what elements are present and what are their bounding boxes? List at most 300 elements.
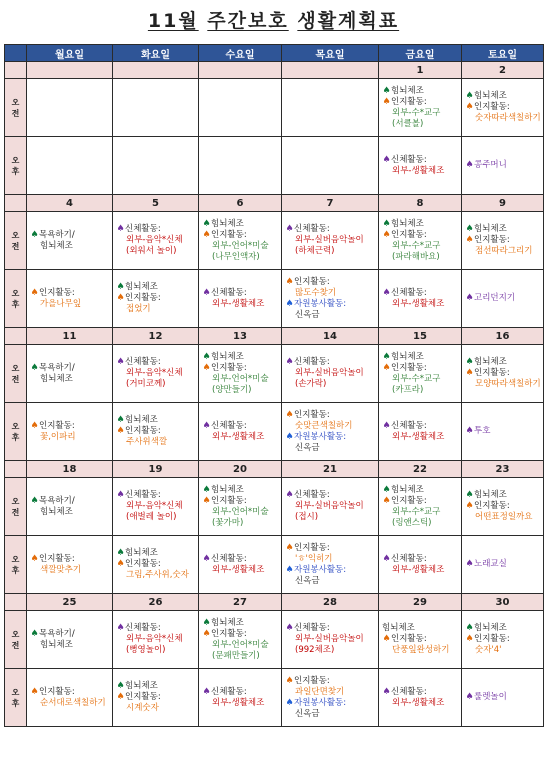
activity-cell [199,212,282,270]
activity-cell [462,270,544,328]
activity-line [202,230,278,241]
activity-text: 힘뇌체조 [211,351,244,362]
activity-text: 인지활동: [39,420,75,431]
activity-line [465,512,540,523]
spade-icon: ♠ [202,617,211,628]
activity-cell [379,403,462,461]
activity-text: 외부-음악*신체 [126,634,183,644]
activity-line [116,490,195,501]
activity-line [465,426,540,437]
activity-line [116,293,195,304]
spade-icon: ♠ [382,218,391,229]
date-row-corner [5,195,27,212]
activity-text: 신옥금 [295,309,320,320]
activity-line [285,432,375,443]
date-cell [113,62,199,79]
activity-text: 투호 [474,426,491,436]
activity-cell [379,137,462,195]
activity-line [116,304,195,315]
activity-text: 인지활동: [125,293,161,303]
page-title [0,6,547,36]
activity-line [30,507,109,518]
afternoon-label [5,137,27,195]
activity-text: 힘뇌체조 [40,639,73,650]
activity-line [382,518,458,529]
activity-text: (문패만들기) [212,650,260,661]
activity-text: 순서대로색칠하기 [40,697,106,708]
activity-text: 목욕하기/ [39,628,75,639]
activity-line [465,160,540,171]
activity-line [30,288,109,299]
date-cell: 4 [27,195,113,212]
activity-line [285,565,375,576]
period-label-char: 오 [11,629,20,639]
date-cell: 27 [199,594,282,611]
activity-cell [462,478,544,536]
activity-cell [462,345,544,403]
activity-line [202,565,278,576]
activity-cell [379,478,462,536]
activity-line [285,698,375,709]
activity-line [202,698,278,709]
activity-line [285,379,375,390]
activity-cell [199,345,282,403]
date-cell: 23 [462,461,544,478]
activity-line [285,421,375,432]
activity-line [285,357,375,368]
date-row-corner [5,594,27,611]
activity-line [202,385,278,396]
activity-line [382,119,458,130]
date-cell [27,62,113,79]
activity-line [465,692,540,703]
activity-cell [113,536,199,594]
spade-icon: ♠ [30,362,39,373]
purple-spade-icon: ♠ [465,426,474,436]
activity-text: 신체활동: [294,224,330,234]
activity-line [202,507,278,518]
activity-text: 'ㅎ'익히기 [295,553,333,564]
activity-text: 신체활동: [211,686,247,697]
activity-line [465,293,540,304]
activity-cell [199,611,282,669]
spade-icon: ♠ [116,282,125,292]
activity-line [465,235,540,246]
activity-line [202,640,278,651]
activity-text: 힘뇌체조 [40,373,73,384]
purple-spade-icon: ♠ [465,559,474,569]
activity-cell [113,79,199,137]
activity-cell [462,669,544,727]
activity-line [382,374,458,385]
date-cell: 8 [379,195,462,212]
spade-icon: ♠ [382,85,391,96]
activity-text: 신체활동: [294,357,330,367]
activity-cell [282,669,379,727]
activity-text: 점선따라그리기 [475,246,533,256]
activity-text: 외부-수*교구 [392,506,441,517]
activity-text: 신옥금 [295,575,320,586]
activity-text: 힘뇌체조 [391,218,424,229]
date-row-corner [5,461,27,478]
activity-text: 모양따라색칠하기 [475,379,541,389]
activity-text: (외워서 놀이) [126,246,177,256]
activity-text: 주사위색깔 [126,437,168,447]
activity-line [116,282,195,293]
activity-line [382,166,458,177]
activity-line [30,421,109,432]
activity-text: (애벌레 놀이) [126,512,177,522]
activity-line [465,102,540,113]
activity-cell [282,403,379,461]
activity-cell [199,478,282,536]
flame-icon: ♠ [202,362,211,373]
spade-icon: ♠ [30,495,39,506]
activity-text: 꽃,이파리 [40,431,76,442]
activity-text: 인지활동: [474,501,510,511]
blue-drop-icon: ♠ [285,298,294,309]
purple-spade-icon: ♠ [202,553,211,564]
activity-text: 힘뇌체조 [211,484,244,495]
morning-row [5,611,544,669]
activity-line [30,698,109,709]
weekday-header-sat: 토요일 [462,45,544,62]
activity-cell [27,345,113,403]
activity-text: 인지활동: [294,675,330,686]
activity-line [382,108,458,119]
activity-line [30,230,109,241]
activity-line [285,676,375,687]
activity-line [202,687,278,698]
activity-text: 숫자'4' [475,645,502,655]
flame-icon: ♠ [285,675,294,686]
activity-cell [462,611,544,669]
activity-line [285,299,375,310]
activity-text: 신체활동: [211,553,247,564]
activity-cell [113,478,199,536]
activity-text: 그림,주사위,숫자 [126,570,189,580]
period-label-char: 전 [11,108,20,118]
activity-text: 인지활동: [294,276,330,287]
spade-icon: ♠ [202,218,211,229]
activity-line [116,548,195,559]
activity-line [465,490,540,501]
weekday-header-tue: 화요일 [113,45,199,62]
activity-text: 인지활동: [39,686,75,697]
activity-cell [379,536,462,594]
activity-line [382,645,458,656]
activity-line [382,432,458,443]
date-cell: 22 [379,461,462,478]
activity-line [465,113,540,124]
activity-line [116,570,195,581]
activity-text: 인지활동: [474,102,510,112]
activity-cell [113,137,199,195]
weekday-header-thu: 목요일 [282,45,379,62]
purple-spade-icon: ♠ [465,293,474,303]
activity-text: 인지활동: [474,368,510,378]
activity-line [382,421,458,432]
flame-icon: ♠ [30,553,39,564]
blue-drop-icon: ♠ [285,697,294,708]
purple-spade-icon: ♠ [285,490,294,500]
activity-text: 힘뇌체조 [125,681,158,691]
flame-icon: ♠ [116,293,125,303]
activity-text: 외부-음악*신체 [126,368,183,378]
activity-text: (링앤스틱) [392,517,432,528]
activity-cell [27,611,113,669]
activity-text: 과일단면찾기 [295,686,345,697]
date-cell: 5 [113,195,199,212]
purple-spade-icon: ♠ [116,357,125,367]
activity-cell [282,212,379,270]
flame-icon: ♠ [465,368,474,378]
activity-line [116,623,195,634]
date-cell: 12 [113,328,199,345]
activity-text: 신체활동: [391,154,427,165]
activity-text: 인지활동: [294,542,330,553]
header-corner [5,45,27,62]
activity-line [30,299,109,310]
activity-line [202,485,278,496]
activity-line [285,277,375,288]
purple-spade-icon: ♠ [285,623,294,633]
activity-line [30,496,109,507]
activity-line [116,415,195,426]
activity-cell [199,669,282,727]
spade-icon: ♠ [382,351,391,362]
purple-spade-icon: ♠ [202,686,211,697]
period-label-char: 전 [11,241,20,251]
activity-text: 인지활동: [39,287,75,298]
activity-text: 인지활동: [125,692,161,702]
weekday-header-wed: 수요일 [199,45,282,62]
activity-text: 자원봉사활동: [294,697,347,708]
morning-label [5,611,27,669]
activity-line [30,640,109,651]
flame-icon: ♠ [202,628,211,639]
activity-line [202,374,278,385]
activity-line [382,155,458,166]
purple-spade-icon: ♠ [116,623,125,633]
weekly-schedule-table [4,44,544,727]
activity-line [382,698,458,709]
date-cell: 11 [27,328,113,345]
title-month: 11월 [147,10,199,32]
activity-line [116,357,195,368]
activity-line [202,618,278,629]
activity-text: 외부-생활체조 [212,431,265,442]
activity-text: 신체활동: [294,490,330,500]
activity-line [465,623,540,634]
activity-text: (거미코께) [126,379,166,389]
date-cell: 16 [462,328,544,345]
activity-text: 외부-수*교구 [392,373,441,384]
date-row [5,461,544,478]
activity-text: 외부-생활체조 [392,431,445,442]
activity-text: 고리던지기 [474,293,516,303]
activity-text: 신체활동: [391,553,427,564]
activity-line [285,235,375,246]
activity-line [116,501,195,512]
blue-drop-icon: ♠ [285,564,294,575]
activity-text: 인지활동: [211,229,247,240]
activity-line [382,565,458,576]
activity-text: 외부-언어*미술 [212,240,269,251]
spade-icon: ♠ [116,415,125,425]
spade-icon: ♠ [30,229,39,240]
activity-text: 가을나무잎 [40,298,82,309]
activity-text: (손가락) [295,379,327,389]
activity-cell [379,345,462,403]
period-label-char: 전 [11,640,20,650]
activity-text: 외부-실버음악놀이 [295,634,364,644]
activity-line [116,246,195,257]
activity-text: 시계숫자 [126,703,159,713]
activity-text: 인지활동: [474,235,510,245]
purple-spade-icon: ♠ [285,357,294,367]
activity-cell [282,536,379,594]
activity-text: (카프라) [392,384,424,395]
activity-text: 외부-실버음악놀이 [295,235,364,245]
activity-cell [27,403,113,461]
activity-text: 인지활동: [211,362,247,373]
spade-icon: ♠ [30,628,39,639]
activity-line [202,629,278,640]
activity-line [465,559,540,570]
activity-cell [113,611,199,669]
flame-icon: ♠ [30,287,39,298]
flame-icon: ♠ [465,634,474,644]
date-row [5,62,544,79]
activity-line [285,576,375,587]
purple-spade-icon: ♠ [116,224,125,234]
activity-line [382,623,458,634]
activity-text: (꽃가마) [212,517,244,528]
activity-line [202,432,278,443]
activity-line [202,518,278,529]
date-cell: 9 [462,195,544,212]
activity-text: 외부-생활체조 [212,564,265,575]
activity-line [202,352,278,363]
period-label-char: 오 [11,687,20,697]
activity-line [465,501,540,512]
flame-icon: ♠ [285,276,294,287]
date-row-corner [5,328,27,345]
activity-text: 인지활동: [294,409,330,420]
activity-cell [199,536,282,594]
activity-text: 목욕하기/ [39,362,75,373]
date-cell [199,62,282,79]
period-label-char: 후 [11,698,20,708]
period-label-char: 후 [11,166,20,176]
activity-line [382,288,458,299]
activity-text: 힘뇌체조 [40,240,73,251]
activity-text: 많도수찾기 [295,287,337,298]
activity-line [116,559,195,570]
spade-icon: ♠ [116,548,125,558]
period-label-char: 전 [11,374,20,384]
activity-line [382,485,458,496]
activity-text: 신체활동: [211,287,247,298]
activity-line [116,426,195,437]
period-label-char: 오 [11,554,20,564]
activity-text: 힘뇌체조 [211,218,244,229]
activity-line [382,230,458,241]
title-schedule: 생활계획표 [297,10,400,32]
activity-cell [27,79,113,137]
activity-line [382,554,458,565]
activity-line [285,288,375,299]
activity-text: 외부-실버음악놀이 [295,501,364,511]
activity-line [382,687,458,698]
activity-line [116,224,195,235]
activity-line [285,246,375,257]
period-label-char: 오 [11,496,20,506]
activity-text: 목욕하기/ [39,495,75,506]
activity-text: 힘뇌체조 [474,623,507,633]
activity-text: 인지활동: [391,495,427,506]
activity-line [285,224,375,235]
activity-line [116,368,195,379]
activity-text: 단풍잎완성하기 [392,645,450,655]
afternoon-row [5,403,544,461]
activity-cell [462,137,544,195]
activity-text: 힘뇌체조 [474,490,507,500]
activity-text: 힘뇌체조 [40,506,73,517]
activity-text: 숫자따라색칠하기 [475,113,541,123]
activity-text: 힘뇌체조 [391,85,424,96]
activity-line [202,554,278,565]
purple-spade-icon: ♠ [382,154,391,165]
activity-line [382,299,458,310]
activity-cell [379,79,462,137]
activity-text: 힘뇌체조 [382,623,415,633]
activity-text: 룰렛놀이 [474,692,507,702]
activity-cell [199,79,282,137]
afternoon-row [5,669,544,727]
spade-icon: ♠ [465,623,474,633]
activity-cell [27,536,113,594]
activity-line [285,368,375,379]
activity-line [285,634,375,645]
activity-line [382,86,458,97]
activity-text: 인지활동: [39,553,75,564]
date-cell: 1 [379,62,462,79]
activity-text: 인지활동: [125,559,161,569]
activity-cell [282,137,379,195]
activity-text: 외부-생활체조 [392,564,445,575]
activity-line [116,692,195,703]
activity-cell [379,669,462,727]
flame-icon: ♠ [382,96,391,107]
activity-text: 외부-생활체조 [212,697,265,708]
activity-text: 외부-수*교구 [392,240,441,251]
activity-line [116,703,195,714]
date-cell: 30 [462,594,544,611]
activity-text: 인지활동: [391,229,427,240]
activity-text: 힘뇌체조 [391,484,424,495]
activity-cell [199,403,282,461]
morning-row [5,212,544,270]
activity-line [285,501,375,512]
activity-cell [113,212,199,270]
activity-line [116,379,195,390]
period-label-char: 후 [11,432,20,442]
activity-text: 목욕하기/ [39,229,75,240]
flame-icon: ♠ [382,495,391,506]
activity-text: (나무인액자) [212,251,260,262]
